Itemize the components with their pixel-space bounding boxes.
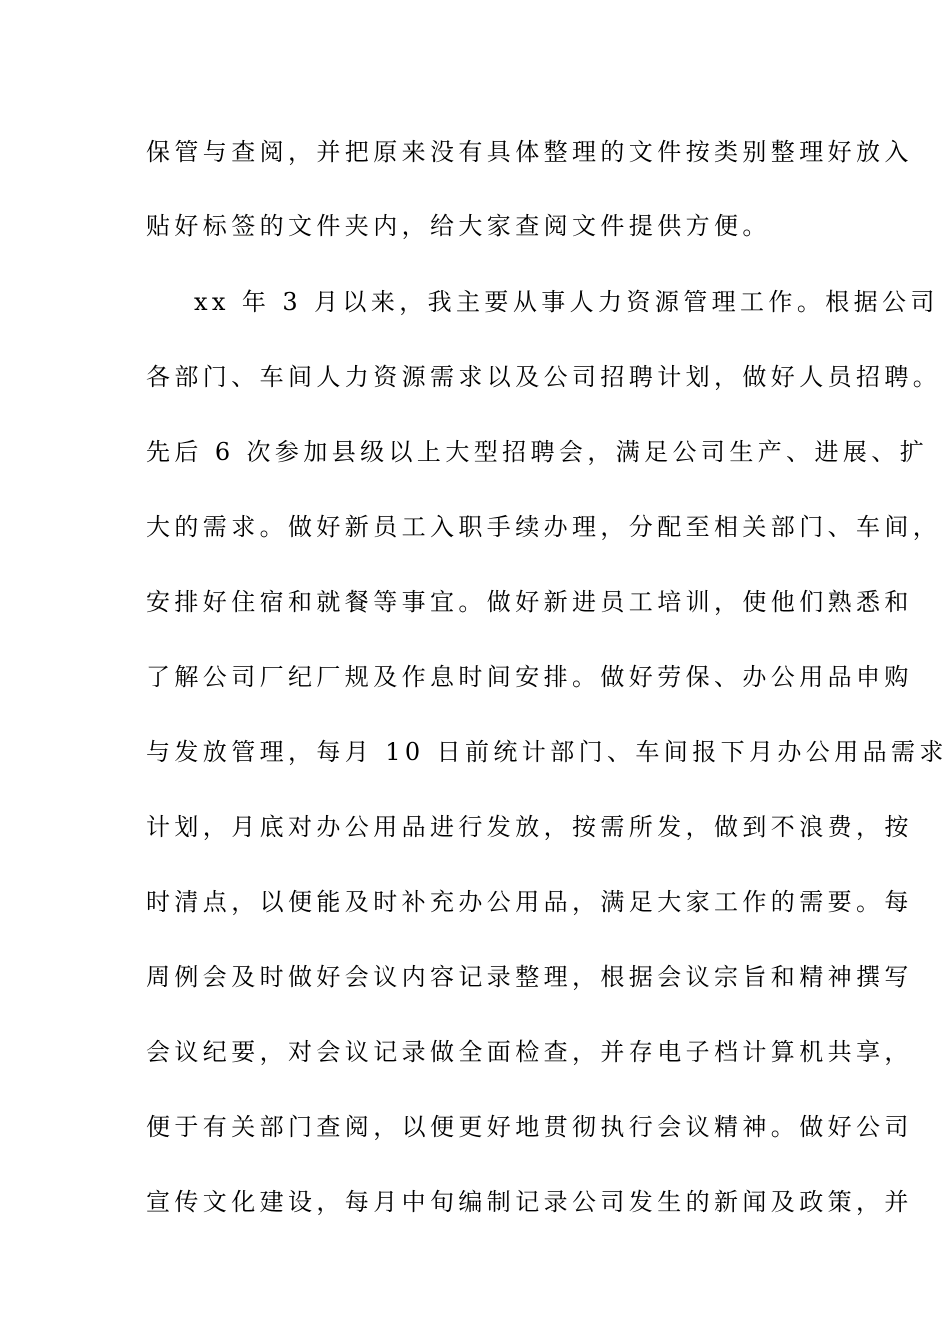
text-line: 贴好标签的文件夹内，给大家查阅文件提供方便。 bbox=[146, 212, 771, 240]
text-line: 宣传文化建设，每月中旬编制记录公司发生的新闻及政策，并 bbox=[146, 1188, 913, 1216]
text-line: 保管与查阅，并把原来没有具体整理的文件按类别整理好放入 bbox=[146, 138, 913, 166]
text-line: 大的需求。做好新员工入职手续办理，分配至相关部门、车间， bbox=[146, 513, 942, 541]
text-line: 与发放管理，每月 10 日前统计部门、车间报下月办公用品需求 bbox=[146, 738, 948, 766]
text-line: 便于有关部门查阅，以便更好地贯彻执行会议精神。做好公司 bbox=[146, 1113, 913, 1141]
text-line: 安排好住宿和就餐等事宜。做好新进员工培训，使他们熟悉和 bbox=[146, 588, 913, 616]
text-line: 时清点，以便能及时补充办公用品，满足大家工作的需要。每 bbox=[146, 888, 913, 916]
text-line: 各部门、车间人力资源需求以及公司招聘计划，做好人员招聘。 bbox=[146, 363, 942, 391]
text-line: 先后 6 次参加县级以上大型招聘会，满足公司生产、进展、扩 bbox=[146, 438, 929, 466]
text-line: 了解公司厂纪厂规及作息时间安排。做好劳保、办公用品申购 bbox=[146, 663, 913, 691]
text-line: 会议纪要，对会议记录做全面检查，并存电子档计算机共享， bbox=[146, 1038, 913, 1066]
text-line: 计划，月底对办公用品进行发放，按需所发，做到不浪费，按 bbox=[146, 813, 913, 841]
paragraph-start-line: xx 年 3 月以来，我主要从事人力资源管理工作。根据公司 bbox=[194, 288, 939, 316]
text-line: 周例会及时做好会议内容记录整理，根据会议宗旨和精神撰写 bbox=[146, 963, 913, 991]
